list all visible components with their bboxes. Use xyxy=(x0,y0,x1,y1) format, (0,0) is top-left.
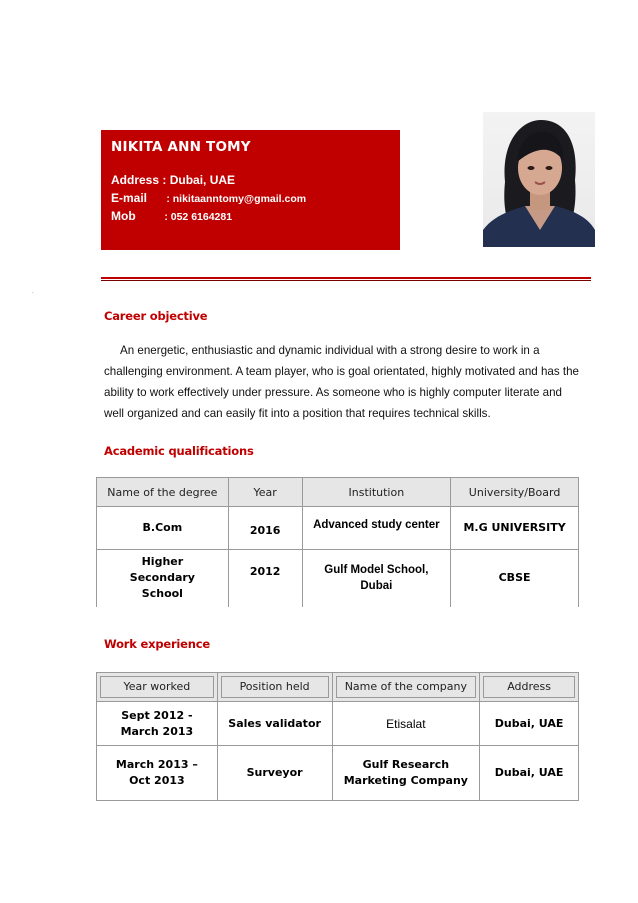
header-divider xyxy=(101,277,591,279)
degree-cell: B.Com xyxy=(97,507,229,550)
academic-header-board: University/Board xyxy=(451,478,579,507)
address-cell: Dubai, UAE xyxy=(480,702,579,746)
table-row xyxy=(97,702,579,746)
institution-cell: Advanced study center xyxy=(302,507,451,550)
position-cell: Surveyor xyxy=(217,746,332,801)
header-banner xyxy=(101,130,400,250)
degree-cell: Higher Secondary School xyxy=(97,550,229,607)
career-objective-text xyxy=(104,340,600,424)
table-row xyxy=(97,746,579,801)
mobile-line xyxy=(111,208,390,224)
year-cell: 2016 xyxy=(228,507,302,550)
work-header-row xyxy=(97,673,579,702)
table-row xyxy=(97,507,579,550)
academic-header-row xyxy=(97,478,579,507)
company-cell: Gulf Research Marketing Company xyxy=(332,746,480,801)
year-cell: 2012 xyxy=(228,550,302,607)
objective-line-3: ability to work effectively under pressure. As someone who is highly computer literate and xyxy=(104,386,562,399)
institution-cell: Gulf Model School, Dubai xyxy=(302,550,451,607)
work-header-address: Address xyxy=(480,673,579,702)
position-cell: Sales validator xyxy=(217,702,332,746)
header-divider-shadow xyxy=(101,280,591,281)
company-cell: Etisalat xyxy=(332,702,480,746)
year-worked-cell: Sept 2012 - March 2013 xyxy=(97,702,218,746)
career-objective-title: Career objective xyxy=(104,309,208,323)
objective-line-1: An energetic, enthusiastic and dynamic individual with a strong desire to work in a xyxy=(120,344,540,357)
work-header-position: Position held xyxy=(217,673,332,702)
profile-photo xyxy=(483,112,595,247)
objective-line-2: challenging environment. A team player, who is goal orientated, highly motivated and has the xyxy=(104,365,579,378)
mobile-value: : 052 6164281 xyxy=(164,211,233,223)
work-table xyxy=(96,672,579,801)
work-header-company: Name of the company xyxy=(332,673,480,702)
academic-header-institution: Institution xyxy=(302,478,451,507)
candidate-name: NIKITA ANN TOMY xyxy=(111,139,251,155)
email-value: : nikitaanntomy@gmail.com xyxy=(166,193,307,205)
academic-table xyxy=(96,477,579,607)
address-label: Address : xyxy=(111,173,167,187)
address-cell: Dubai, UAE xyxy=(480,746,579,801)
work-experience-title: Work experience xyxy=(104,637,210,651)
academic-header-year: Year xyxy=(228,478,302,507)
work-header-year: Year worked xyxy=(97,673,218,702)
address-value: Dubai, UAE xyxy=(169,173,236,187)
academic-qualifications-title: Academic qualifications xyxy=(104,444,254,458)
email-label: E-mail xyxy=(111,191,148,205)
mobile-label: Mob xyxy=(111,209,136,223)
table-row xyxy=(97,550,579,607)
board-cell: M.G UNIVERSITY xyxy=(451,507,579,550)
academic-header-degree: Name of the degree xyxy=(97,478,229,507)
year-worked-cell: March 2013 – Oct 2013 xyxy=(97,746,218,801)
board-cell: CBSE xyxy=(451,550,579,607)
page-mark: . xyxy=(32,289,34,295)
address-line xyxy=(111,172,390,188)
email-line xyxy=(111,190,390,206)
objective-line-4: well organized and can easily fit into a position that requires technical skills. xyxy=(104,407,491,420)
